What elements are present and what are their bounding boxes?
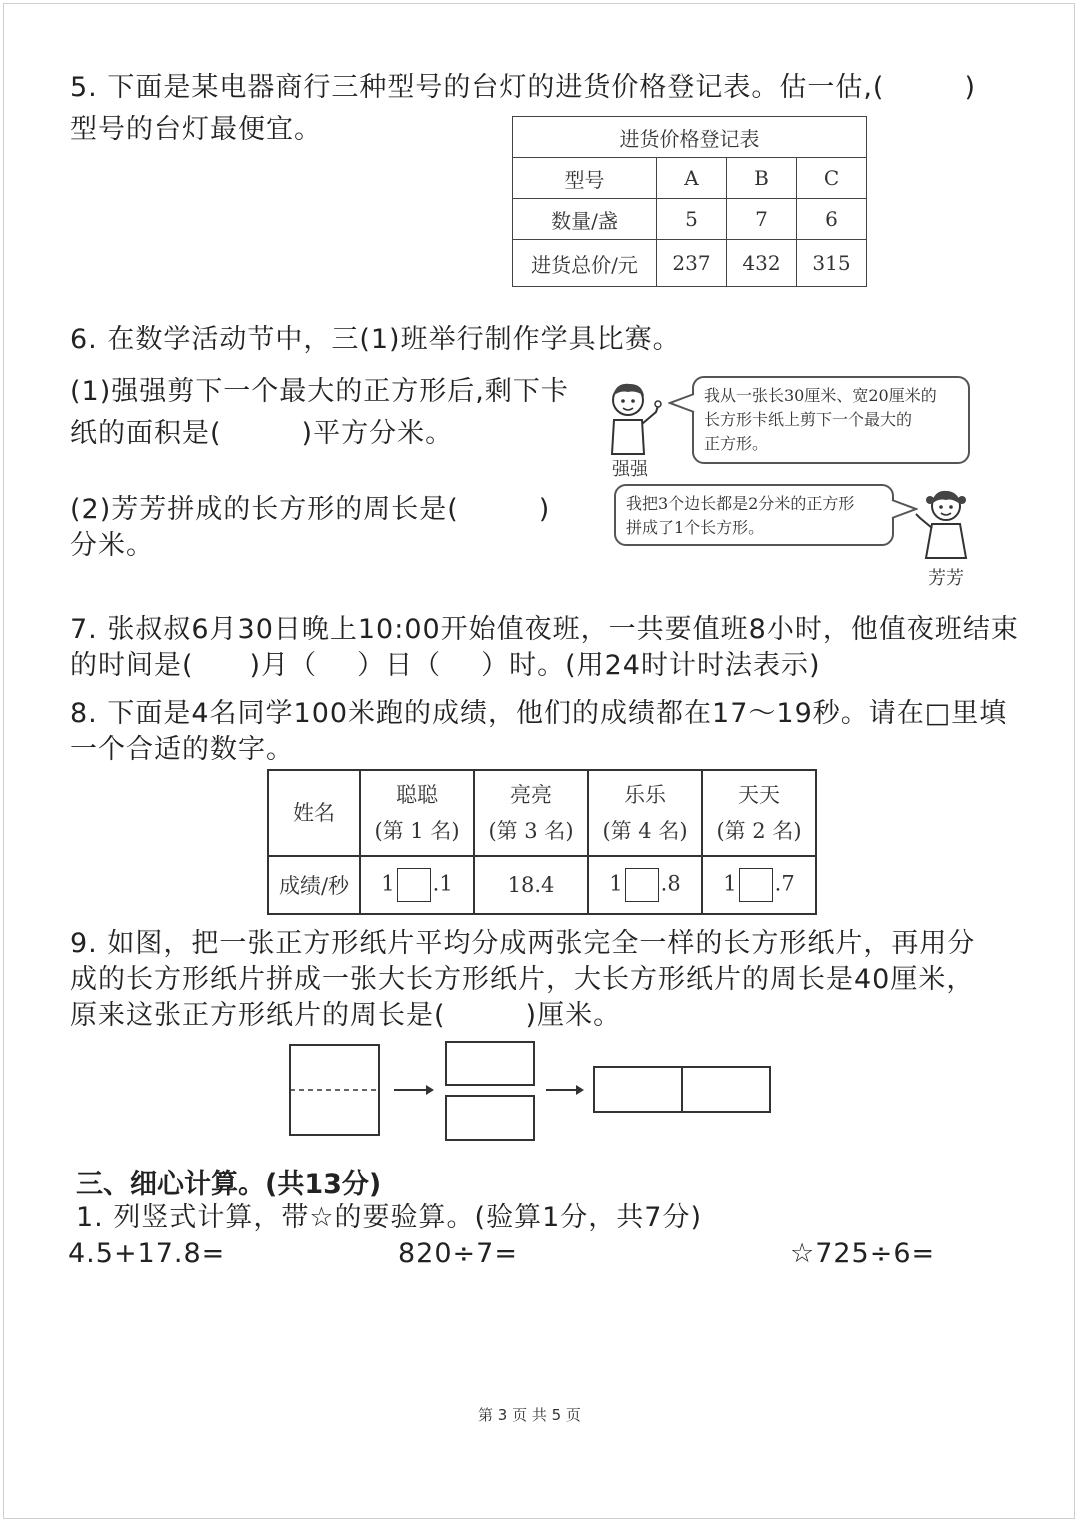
student-header	[588, 770, 702, 856]
price-cell: 315	[797, 240, 867, 287]
q7-line1: 7. 张叔叔6月30日晚上10:00开始值夜班，一共要值班8小时，他值夜班结束	[70, 614, 1019, 645]
q9-line3	[70, 998, 621, 1034]
arrow-right-icon	[546, 1085, 584, 1095]
score-cell	[702, 856, 816, 914]
answer-box[interactable]	[625, 868, 659, 902]
price-table	[512, 116, 867, 287]
q6-part1-line2	[70, 416, 453, 452]
q6-part1-text-a: 纸的面积是(	[70, 418, 222, 449]
q5-line1	[70, 70, 976, 106]
score-post: .8	[660, 871, 681, 896]
score-pre: 1	[381, 871, 395, 896]
score-post: .7	[774, 871, 795, 896]
score-cell: 18.4	[474, 856, 588, 914]
answer-box[interactable]	[397, 868, 431, 902]
score-cell	[588, 856, 702, 914]
student-rank: (第 4 名)	[602, 819, 688, 843]
score-cell	[360, 856, 474, 914]
calc-expr: 4.5+17.8=	[68, 1238, 226, 1269]
price-header-cell: B	[727, 158, 797, 199]
q8-line1: 8. 下面是4名同学100米跑的成绩，他们的成绩都在17～19秒。请在□里填	[70, 698, 1008, 729]
price-cell: 7	[727, 199, 797, 240]
qiangqiang-name: 强强	[612, 459, 648, 480]
q6-part2-line2: 分米。	[70, 530, 154, 561]
price-cell: 432	[727, 240, 797, 287]
q5-line1-text: 5. 下面是某电器商行三种型号的台灯的进货价格登记表。估一估,(	[70, 72, 885, 103]
q9-line2: 成的长方形纸片拼成一张大长方形纸片，大长方形纸片的周长是40厘米，	[70, 964, 975, 995]
score-pre: 1	[609, 871, 623, 896]
price-cell: 237	[657, 240, 727, 287]
student-name: 亮亮	[510, 783, 552, 807]
q8-line2: 一个合适的数字。	[70, 734, 294, 765]
half-rectangle-bottom	[446, 1096, 534, 1140]
score-name-label: 姓名	[268, 770, 360, 856]
score-post: .1	[432, 871, 453, 896]
qiangqiang-speech-line: 正方形。	[704, 434, 769, 453]
arrow-right-icon	[394, 1085, 434, 1095]
price-header-cell: A	[657, 158, 727, 199]
section3-title: 三、细心计算。(共13分)	[76, 1169, 382, 1200]
score-table	[267, 769, 817, 915]
fangfang-speech-bubble	[614, 484, 894, 546]
q9-line1: 9. 如图，把一张正方形纸片平均分成两张完全一样的长方形纸片，再用分	[70, 928, 976, 959]
q9-text-a: 原来这张正方形纸片的周长是(	[70, 1000, 446, 1031]
q7-text-c: ）日（	[357, 650, 442, 681]
score-label: 成绩/秒	[268, 856, 360, 914]
price-cell: 6	[797, 199, 867, 240]
price-header-cell: C	[797, 158, 867, 199]
q7-text-d: ）时。(用24时计时法表示)	[481, 650, 821, 681]
qiangqiang-bubble-tail-icon	[668, 392, 696, 414]
q6-part2-line1	[70, 492, 550, 528]
page-footer: 第 3 页 共 5 页	[478, 1406, 581, 1424]
q7-line2	[70, 648, 821, 684]
paper-folding-diagram	[280, 1036, 780, 1146]
student-header	[360, 770, 474, 856]
student-rank: (第 3 名)	[488, 819, 574, 843]
student-rank: (第 2 名)	[716, 819, 802, 843]
calc-expr: 820÷7=	[398, 1238, 518, 1269]
q6-part1-text-b: )平方分米。	[301, 418, 454, 449]
student-rank: (第 1 名)	[374, 819, 460, 843]
q6-part2-text-a: (2)芳芳拼成的长方形的周长是(	[70, 494, 459, 525]
price-table-title: 进货价格登记表	[513, 117, 867, 158]
answer-box[interactable]	[739, 868, 773, 902]
student-header	[702, 770, 816, 856]
q5-line2: 型号的台灯最便宜。	[70, 114, 322, 145]
calc-expr: ☆725÷6=	[790, 1238, 936, 1269]
qiangqiang-speech-line: 长方形卡纸上剪下一个最大的	[704, 410, 913, 429]
q5-line1-close: )	[964, 72, 977, 103]
q6-part2-text-b: )	[538, 494, 551, 525]
fangfang-speech-line: 拼成了1个长方形。	[626, 518, 765, 537]
fangfang-name: 芳芳	[928, 568, 964, 589]
qiangqiang-speech-bubble	[692, 376, 970, 464]
girl-figure-icon	[912, 484, 974, 560]
student-name: 天天	[738, 783, 780, 807]
student-name: 聪聪	[396, 783, 438, 807]
half-rectangle-top	[446, 1042, 534, 1085]
price-header-cell: 型号	[513, 158, 657, 199]
price-cell: 数量/盏	[513, 199, 657, 240]
q9-text-b: )厘米。	[525, 1000, 622, 1031]
q7-text-b: )月（	[249, 650, 318, 681]
q7-text-a: 的时间是(	[70, 650, 194, 681]
qiangqiang-speech-line: 我从一张长30厘米、宽20厘米的	[704, 386, 937, 405]
fangfang-speech-line: 我把3个边长都是2分米的正方形	[626, 494, 855, 513]
student-name: 乐乐	[624, 783, 666, 807]
q6-part1-line1: (1)强强剪下一个最大的正方形后,剩下卡	[70, 376, 569, 407]
q6-stem: 6. 在数学活动节中，三(1)班举行制作学具比赛。	[70, 324, 681, 355]
boy-figure-icon	[600, 378, 662, 456]
price-cell: 5	[657, 199, 727, 240]
section3-sub1: 1. 列竖式计算，带☆的要验算。(验算1分，共7分)	[76, 1202, 702, 1233]
price-cell: 进货总价/元	[513, 240, 657, 287]
score-pre: 1	[723, 871, 737, 896]
student-header	[474, 770, 588, 856]
